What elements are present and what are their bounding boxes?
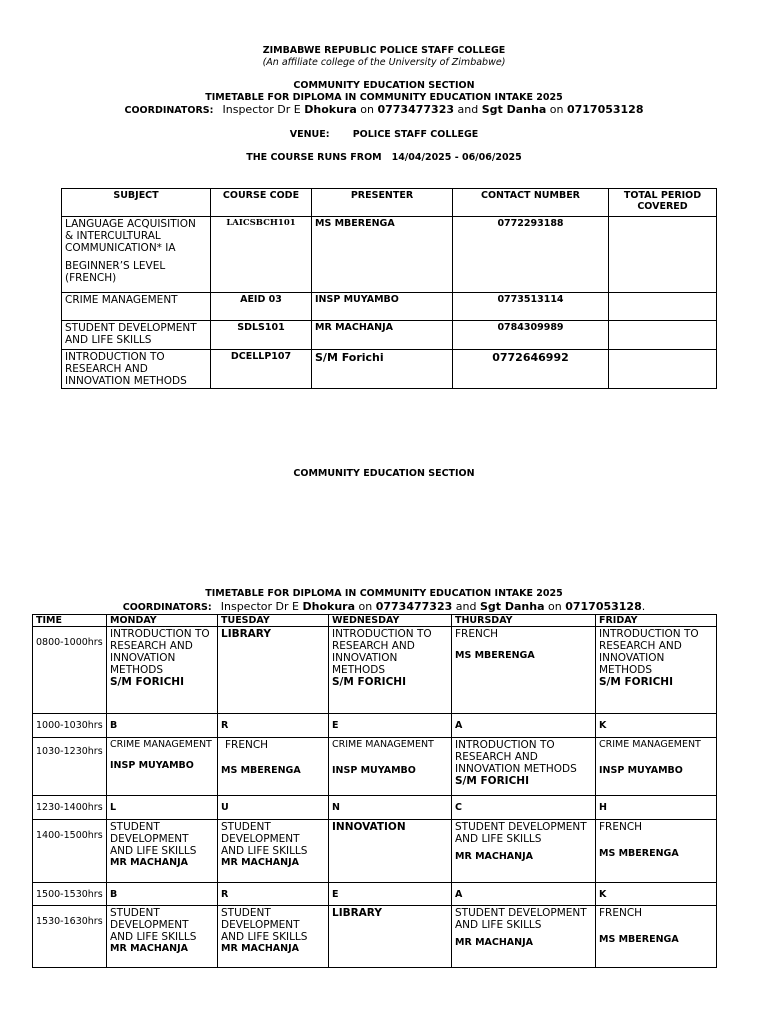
coordinators-line-2 [0,600,768,613]
subject-name: STUDENT DEVELOPMENT AND LIFE SKILLS [62,321,211,350]
table-row [33,738,717,796]
course-title: INTRODUCTION TO RESEARCH AND INNOVATION METHODS [110,628,210,676]
coordinator1-phone: 0773477323 [375,600,453,613]
subjects-header-row [62,189,717,217]
time-slot: 1500-1530hrs [33,883,107,906]
time-slot: 1530-1630hrs [33,906,107,968]
presenter: S/M FORICHI [599,676,673,688]
total-period [609,350,717,389]
break-letter: A [452,883,596,906]
presenter: MR MACHANJA [221,943,299,954]
total-period [609,217,717,293]
presenter: MR MACHANJA [455,937,533,948]
subject-name: CRIME MANAGEMENT [62,293,211,321]
coordinator1-prefix: Inspector Dr E [222,103,305,116]
presenter: INSP MUYAMBO [110,760,194,771]
course-title: INTRODUCTION TO RESEARCH AND INNOVATION METHODS [455,739,577,775]
subject-cell [62,217,211,293]
timetable-cell [329,738,452,796]
timetable-title-2: TIMETABLE FOR DIPLOMA IN COMMUNITY EDUCATION INTAKE 2025 [205,588,563,599]
table-row [33,627,717,714]
subject-name: INTRODUCTION TO RESEARCH AND INNOVATION METHODS [62,350,211,389]
table-row [33,883,717,906]
coordinator-and: and [452,600,480,613]
course-title: STUDENT DEVELOPMENT AND LIFE SKILLS [110,907,197,943]
presenter: INSP MUYAMBO [599,765,683,776]
course-title: STUDENT DEVELOPMENT AND LIFE SKILLS [221,907,308,943]
subject-level: BEGINNER’S LEVEL (FRENCH) [65,260,166,284]
timetable-cell: INNOVATION [329,820,452,883]
lunch-letter: H [596,796,717,820]
presenter: S/M FORICHI [332,676,406,688]
presenter: S/M FORICHI [110,676,184,688]
table-row [33,906,717,968]
course-title: CRIME MANAGEMENT [599,739,701,750]
subject-name: LANGUAGE ACQUISITION & INTERCULTURAL COMMUNICATION* IA [65,218,196,254]
break-letter: K [596,714,717,738]
header-monday: MONDAY [107,615,218,627]
section-title: COMMUNITY EDUCATION SECTION [293,80,475,91]
course-title: FRENCH [599,907,643,919]
timetable-cell [218,738,329,796]
table-row [33,714,717,738]
affiliation-note: (An affiliate college of the University of Zimbabwe) [262,57,506,68]
timetable-cell [107,627,218,714]
coordinator1-name: Dhokura [304,103,357,116]
timetable-title: TIMETABLE FOR DIPLOMA IN COMMUNITY EDUCATION INTAKE 2025 [205,92,563,103]
coordinator1-on: on [355,600,376,613]
presenter: INSP MUYAMBO [312,293,453,321]
total-period [609,321,717,350]
presenter: MS MBERENGA [599,848,679,859]
timetable-cell: LIBRARY [218,627,329,714]
timetable-cell [107,906,218,968]
timetable-cell [452,738,596,796]
lunch-letter: U [218,796,329,820]
coordinator2-phone: 0717053128 [566,103,644,116]
weekly-timetable [32,614,717,968]
break-letter: R [218,714,329,738]
header-course-code: COURSE CODE [211,189,312,217]
total-period [609,293,717,321]
course-title: STUDENT DEVELOPMENT AND LIFE SKILLS [110,821,197,857]
course-code: DCELLP107 [211,350,312,389]
course-title: CRIME MANAGEMENT [332,739,434,750]
coordinators-line [0,103,768,116]
coordinator-and: and [454,103,482,116]
contact-number: 0784309989 [453,321,609,350]
coordinator1-name: Dhokura [302,600,356,613]
timetable-cell [596,820,717,883]
presenter: MR MACHANJA [110,943,188,954]
break-letter: B [107,883,218,906]
presenter: MS MBERENGA [312,217,453,293]
header-subject: SUBJECT [62,189,211,217]
venue-value: POLICE STAFF COLLEGE [352,129,479,140]
course-title: FRENCH [455,628,499,640]
coordinators-label: COORDINATORS: [122,602,212,613]
course-title: CRIME MANAGEMENT [110,739,212,750]
coordinator1-phone: 0773477323 [377,103,455,116]
timetable-header-row [33,615,717,627]
coordinator1-prefix: Inspector Dr E [220,600,303,613]
table-row [33,796,717,820]
coordinator1-on: on [356,103,378,116]
coordinator2-on: on [546,103,567,116]
presenter: INSP MUYAMBO [332,765,416,776]
timetable-cell [329,627,452,714]
contact-number: 0772293188 [453,217,609,293]
presenter: MR MACHANJA [312,321,453,350]
presenter: MS MBERENGA [455,650,535,661]
header-tuesday: TUESDAY [218,615,329,627]
course-title: STUDENT DEVELOPMENT AND LIFE SKILLS [455,821,587,845]
presenter: MS MBERENGA [599,934,679,945]
coordinator2-phone: 0717053128 [565,600,642,613]
table-row [33,820,717,883]
course-title: STUDENT DEVELOPMENT AND LIFE SKILLS [221,821,308,857]
table-row [62,321,717,350]
time-slot: 1230-1400hrs [33,796,107,820]
contact-number: 0772646992 [453,350,609,389]
presenter: S/M FORICHI [455,775,529,787]
timetable-cell [107,738,218,796]
coordinator2-name: Sgt Danha [479,600,545,613]
coordinators-label: COORDINATORS: [124,105,214,116]
course-title: FRENCH [599,821,643,833]
break-letter: A [452,714,596,738]
timetable-cell [596,906,717,968]
header-wednesday: WEDNESDAY [329,615,452,627]
break-letter: E [329,883,452,906]
course-title: FRENCH [225,739,269,751]
presenter: MR MACHANJA [221,857,299,868]
presenter: MS MBERENGA [221,765,301,776]
timetable-cell: LIBRARY [329,906,452,968]
coordinator2-name: Sgt Danha [481,103,547,116]
course-runs-label: THE COURSE RUNS FROM [246,152,382,163]
header-friday: FRIDAY [596,615,717,627]
venue-line [0,129,768,140]
timetable-cell [596,627,717,714]
header-contact: CONTACT NUMBER [453,189,609,217]
time-slot: 1400-1500hrs [33,820,107,883]
time-slot: 1000-1030hrs [33,714,107,738]
end-period: . [641,600,646,613]
lunch-letter: L [107,796,218,820]
timetable-cell [452,906,596,968]
course-code: SDLS101 [211,321,312,350]
time-slot: 0800-1000hrs [33,627,107,714]
lunch-letter: C [452,796,596,820]
break-letter: E [329,714,452,738]
course-code: AEID 03 [211,293,312,321]
table-row [62,217,717,293]
lunch-letter: N [329,796,452,820]
header-total-period: TOTAL PERIOD COVERED [609,189,717,217]
timetable-cell [452,627,596,714]
header-time: TIME [33,615,107,627]
timetable-cell [452,820,596,883]
timetable-cell [107,820,218,883]
break-letter: K [596,883,717,906]
course-code: LAICSBCH101 [211,217,312,293]
time-slot: 1030-1230hrs [33,738,107,796]
presenter: MR MACHANJA [110,857,188,868]
presenter: MR MACHANJA [455,851,533,862]
timetable-cell [218,820,329,883]
timetable-cell [218,906,329,968]
venue-label: VENUE: [289,129,330,140]
break-letter: R [218,883,329,906]
coordinator2-on: on [544,600,566,613]
institution-title: ZIMBABWE REPUBLIC POLICE STAFF COLLEGE [262,45,506,56]
course-title: STUDENT DEVELOPMENT AND LIFE SKILLS [455,907,587,931]
course-title: INTRODUCTION TO RESEARCH AND INNOVATION METHODS [332,628,432,676]
table-row [62,350,717,389]
section-title-2: COMMUNITY EDUCATION SECTION [293,468,475,479]
presenter: S/M Forichi [312,350,453,389]
course-title: INTRODUCTION TO RESEARCH AND INNOVATION METHODS [599,628,699,676]
subjects-table [61,188,717,389]
timetable-cell [596,738,717,796]
header-presenter: PRESENTER [312,189,453,217]
table-row [62,293,717,321]
course-dates: 14/04/2025 - 06/06/2025 [391,152,522,163]
break-letter: B [107,714,218,738]
contact-number: 0773513114 [453,293,609,321]
course-dates-line [0,152,768,163]
header-thursday: THURSDAY [452,615,596,627]
